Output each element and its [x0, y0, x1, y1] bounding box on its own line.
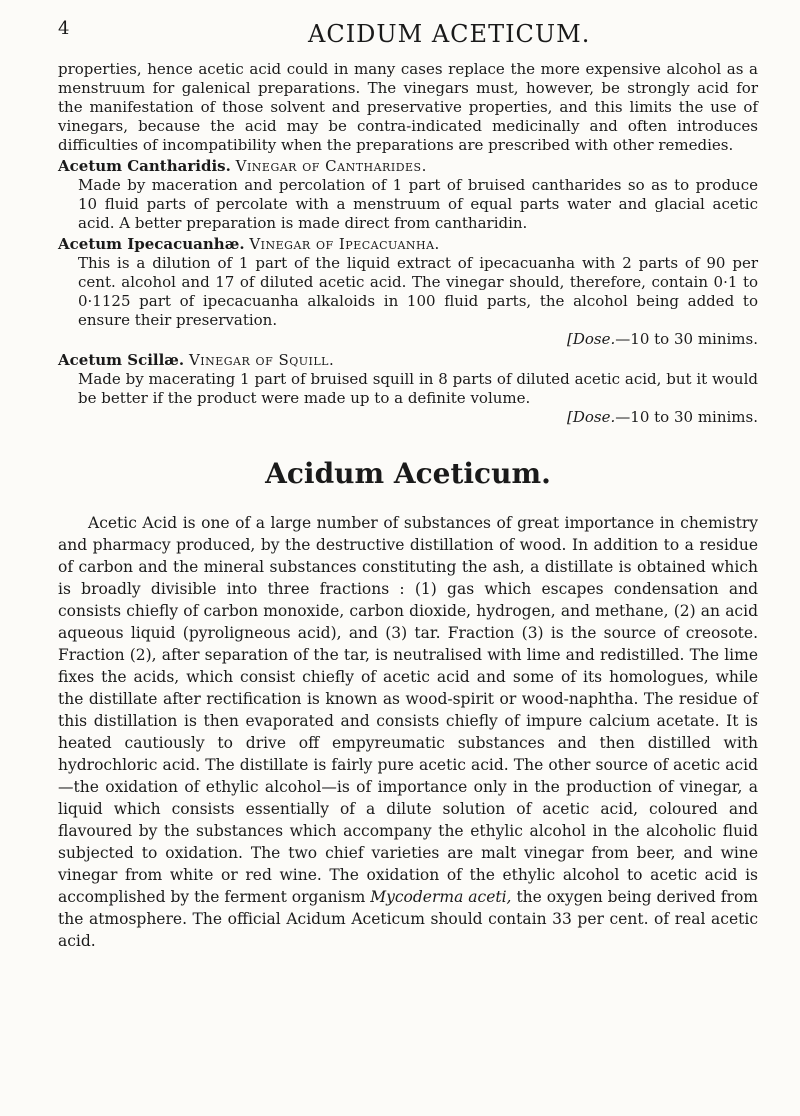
dose-value: —10 to 30 minims. [615, 408, 758, 426]
vinegar-entries [58, 60, 758, 427]
entry-vernacular: Vinegar of Squill. [188, 351, 335, 369]
dose-line [58, 408, 758, 427]
entry-term: Acetum Scillæ. [58, 351, 185, 369]
entry-term: Acetum Cantharidis. [58, 157, 231, 175]
book-page [58, 14, 758, 952]
dose-label: [Dose. [567, 330, 616, 348]
entry-body: This is a dilution of 1 part of the liquid extract of ipecacuanha with 2 parts of 90 per cent. alcohol and 17 of diluted acetic acid. The vinegar should, therefore, contain 0·1 to 0·1125 part of ipecacuanha alkaloids in 100 fluid parts, the alcohol being added to ensure their preservation. [78, 254, 758, 329]
section-text-part1: Acetic Acid is one of a large number of substances of great importance in chemistry and pharmacy produced, by the destructive distillation of wood. In addition to a residue of carbon and the mineral substances constituting the ash, a distillate is obtained which is broadly divisible into three fractions : (1) gas which escapes condensation and consists chiefly of carbon monoxide, carbon dioxide, hydrogen, and methane, (2) an acid aqueous liquid (pyroligneous acid), and (3) tar. Fraction (3) is the source of creosote. Fraction (2), after separation of the tar, is neutralised with lime and redistilled. The lime fixes the acids, which consist chiefly of acetic acid and some of its homologues, while the distillate after rectification is known as wood-spirit or wood-naphtha. The residue of this distillation is then evaporated and consists chiefly of impure calcium acetate. It is heated cautiously to drive off empyreumatic substances and then distilled with hydrochloric acid. The distillate is fairly pure acetic acid. The other source of acetic acid—the oxidation of ethylic alcohol—is of importance only in the production of vinegar, a liquid which consists essentially of a dilute solution of acetic acid, coloured and flavoured by the substances which accompany the ethylic alcohol in the alcoholic fluid subjected to oxidation. The two chief varieties are malt vinegar from beer, and wine vinegar from white or red wine. The oxidation of the ethylic alcohol to acetic acid is accomplished by the ferment organism [58, 514, 758, 906]
entry-heading [58, 157, 758, 176]
dose-line [58, 330, 758, 349]
section-paragraph [58, 512, 758, 952]
entry-body: Made by macerating 1 part of bruised squill in 8 parts of diluted acetic acid, but it would be better if the product were made up to a definite volume. [78, 370, 758, 407]
page-number: 4 [58, 18, 70, 39]
entry-acetum-cantharidis [58, 157, 758, 233]
entry-vernacular: Vinegar of Cantharides. [235, 157, 427, 175]
entry-acetum-scillae [58, 351, 758, 427]
dose-label: [Dose. [567, 408, 616, 426]
entry-vernacular: Vinegar of Ipecacuanha. [249, 235, 440, 253]
organism-name: Mycoderma aceti, [370, 888, 512, 906]
entry-heading [58, 351, 758, 370]
entry-term: Acetum Ipecacuanhæ. [58, 235, 245, 253]
dose-value: —10 to 30 minims. [615, 330, 758, 348]
running-title: ACIDUM ACETICUM. [308, 20, 591, 48]
entry-heading [58, 235, 758, 254]
page-header [58, 14, 758, 60]
entry-body: Made by maceration and percolation of 1 part of bruised cantharides so as to produce 10 fluid parts of percolate with a menstruum of equal parts water and glacial acetic acid. A better preparation is made direct from cantharidin. [78, 176, 758, 232]
section-text-part2: the oxygen being derived from the atmosphere. The official Acidum Aceticum should contain 33 per cent. of real acetic acid. [58, 888, 758, 950]
entry-acetum-ipecacuanhae [58, 235, 758, 349]
section-title: Acidum Aceticum. [265, 457, 551, 490]
continuation-paragraph: properties, hence acetic acid could in many cases replace the more expensive alcohol as a menstruum for galenical preparations. The vinegars must, however, be strongly acid for the manifestation of those solvent and preservative properties, and this limits the use of vinegars, because the acid may be contra-indicated medicinally and often introduces difficulties of incompatibility when the preparations are prescribed with other remedies. [58, 60, 758, 154]
